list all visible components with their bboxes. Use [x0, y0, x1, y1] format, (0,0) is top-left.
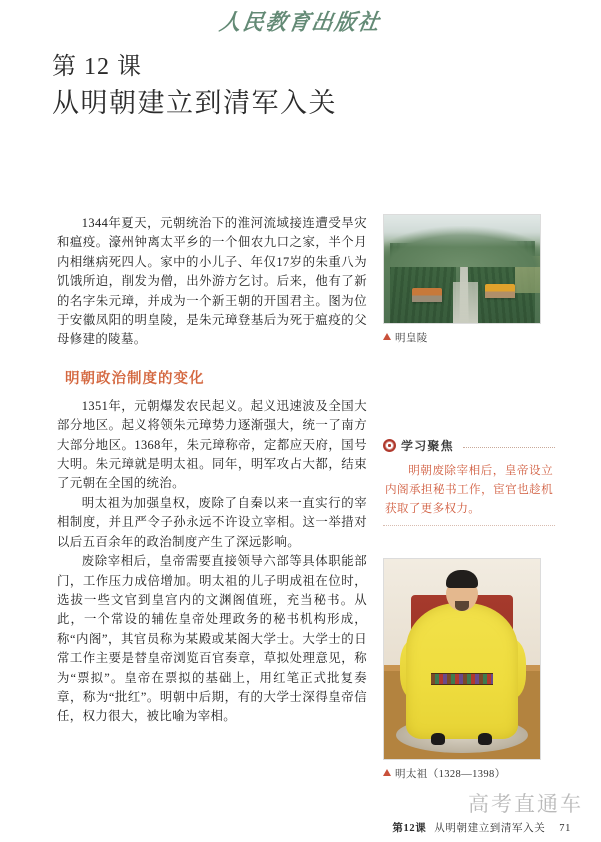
learning-focus-header — [383, 437, 555, 454]
caption-triangle-icon — [383, 769, 391, 776]
watermark: 高考直通车 — [468, 793, 583, 816]
portrait-shoe-right — [478, 733, 492, 745]
paragraph-intro: 1344年夏天，元朝统治下的淮河流域接连遭受旱灾和瘟疫。濠州钟离太平乡的一个佃农九口之家，半个月内相继病死四人。家中的小儿子、年仅17岁的朱重八为饥饿所迫，削发为僧，出外游方乞讨。后来，他有了新的名字朱元璋，并成为一个新王朝的开国君主。图为位于安徽凤阳的明皇陵，是朱元璋登基后为死于瘟疫的父母修建的陵墓。 — [57, 216, 367, 347]
portrait-jeweled-belt — [431, 673, 493, 685]
page-title — [52, 52, 482, 121]
portrait-beard — [455, 601, 469, 611]
publisher-logo: 人民教育出版社 — [217, 9, 383, 35]
mausoleum-pavilion-left — [412, 288, 442, 302]
portrait-yellow-robe — [406, 603, 518, 739]
figure-emperor-caption-text: 明太祖（1328—1398） — [395, 769, 506, 780]
learning-focus-box — [383, 437, 555, 533]
figure-mausoleum-caption — [383, 330, 555, 345]
lesson-number: 第 12 课 — [52, 54, 142, 80]
right-rail-portrait — [383, 558, 555, 781]
emperor-portrait-photo — [383, 558, 541, 760]
footer-lesson-number: 第12课 — [392, 823, 427, 834]
paragraph-founding: 1351年，元朝爆发农民起义。起义迅速波及全国大部分地区。起义将领朱元璋势力逐渐强大，统一了南方大部分地区。1368年，朱元璋称帝，定都应天府，国号大明。朱元璋就是明太祖。同年，明军攻占大都，结束了元朝在全国的统治。 — [57, 398, 367, 491]
section-heading-political-system: 明朝政治制度的变化 — [65, 370, 205, 387]
mausoleum-photo — [383, 214, 541, 324]
mausoleum-plaza — [453, 282, 478, 323]
learning-focus-bottom-rule — [383, 525, 555, 527]
paragraph-cabinet: 废除宰相后，皇帝需要直接领导六部等具体职能部门，工作压力成倍增加。明太祖的儿子明成祖在位时，选拔一些文官到皇宫内的文渊阁值班，充当秘书。从此，一个常设的辅佐皇帝处理政务的秘书机构形成，称“内阁”，其官员称为某殿或某阁大学士。大学士的日常工作主要是替皇帝浏览百官奏章，草拟处理意见，称为“票拟”。皇帝在票拟的基础上，用红笔正式批复奏章，称为“批红”。明朝中后期，有的大学士深得皇帝信任，权力很大，被比喻为宰相。 — [57, 554, 367, 724]
page-footer — [392, 820, 571, 835]
learning-focus-title: 学习聚焦 — [401, 439, 454, 453]
learning-focus-rule — [463, 447, 555, 449]
portrait-shoe-left — [431, 733, 445, 745]
learning-focus-text: 明朝废除宰相后，皇帝设立内阁承担秘书工作，宦官也趁机获取了更多权力。 — [385, 464, 553, 515]
main-text-column — [57, 214, 367, 727]
footer-lesson-name: 从明朝建立到清军入关 — [434, 823, 546, 834]
lesson-name: 从明朝建立到清军入关 — [52, 88, 337, 118]
rosette-icon — [383, 439, 396, 452]
footer-page-number: 71 — [559, 823, 571, 834]
portrait-black-cap — [446, 570, 479, 588]
paragraph-abolish-chancellor: 明太祖为加强皇权，废除了自秦以来一直实行的宰相制度，并且严令子孙永远不许设立宰相。这一举措对以后五百余年的政治制度产生了深远影响。 — [57, 495, 367, 549]
mausoleum-pavilion-right — [485, 284, 515, 298]
caption-triangle-icon — [383, 333, 391, 340]
figure-emperor-caption — [383, 766, 555, 781]
figure-mausoleum — [383, 214, 555, 345]
figure-mausoleum-caption-text: 明皇陵 — [395, 333, 428, 344]
mausoleum-sky-haze — [384, 215, 540, 247]
right-rail-top — [383, 214, 555, 345]
figure-emperor — [383, 558, 555, 781]
